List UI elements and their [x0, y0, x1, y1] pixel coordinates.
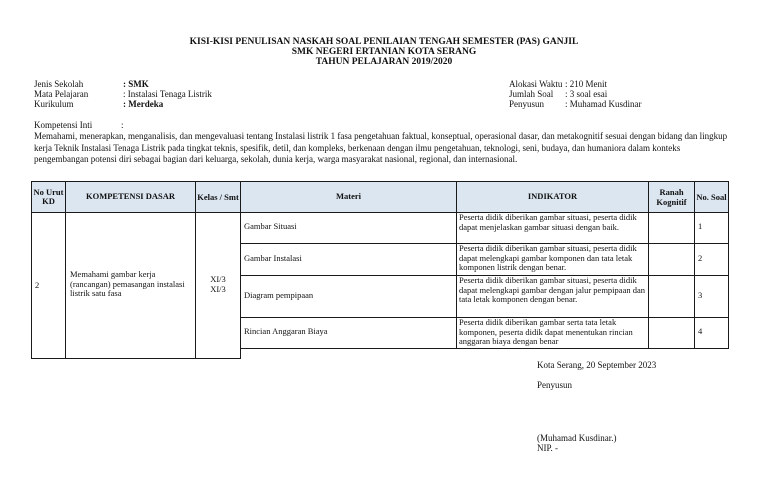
info-label-alokasi-waktu: Alokasi Waktu [509, 79, 563, 89]
info-label-jumlah-soal: Jumlah Soal [509, 89, 554, 99]
kelas-smt: XI/3 XI/3 [210, 274, 226, 294]
signature-place-date: Kota Serang, 20 September 2023 [537, 360, 657, 370]
no-soal-cell: 4 [698, 326, 703, 336]
col-header-ranah-kognitif: Ranah Kognitif [656, 187, 687, 207]
doc-title-line2: SMK NEGERI ERTANIAN KOTA SERANG [291, 47, 477, 57]
col-header-kompetensi-dasar: KOMPETENSI DASAR [85, 191, 176, 202]
ki-colon: : [121, 120, 124, 130]
info-value-jenis-sekolah: : SMK [123, 79, 149, 89]
doc-title-line1: KISI-KISI PENULISAN NASKAH SOAL PENILAIAN TENGAH SEMESTER (PAS) GANJIL [189, 37, 579, 47]
no-soal-cell: 3 [698, 290, 703, 300]
ki-label: Kompetensi Inti [34, 120, 93, 130]
col-header-indikator: INDIKATOR [527, 191, 578, 202]
doc-title-line3: TAHUN PELAJARAN 2019/2020 [315, 57, 453, 67]
info-value-alokasi-waktu: : 210 Menit [565, 79, 607, 89]
kd-number: 2 [35, 280, 40, 290]
info-value-mata-pelajaran: : Instalasi Tenaga Listrik [123, 89, 212, 99]
col-header-no-urut: No Urut KD [33, 187, 64, 206]
materi-cell: Rincian Anggaran Biaya [244, 326, 328, 336]
signature-nip: NIP. - [537, 443, 559, 453]
ki-text: Memahami, menerapkan, menganalisis, dan mengevaluasi tentang Instalasi listrik 1 fasa pengetahuan faktual, konseptual, operasional dasar, dan metakognitif sesuai dengan bidang dan lingkup kerja Teknik Instalasi Tenaga Listrik pada tingkat teknis, spesifik, detil, dan kompleks, berkenaan dengan ilmu pengetahuan, teknologi, seni, budaya, dan humaniora dalam konteks pengembangan potensi diri sebagai bagian dari keluarga, sekolah, dunia kerja, warga masyarakat nasional, regional, dan internasional. [34, 131, 728, 164]
col-header-kelas: Kelas / Smt [197, 192, 239, 202]
col-header-materi: Materi [335, 191, 361, 202]
info-label-mata-pelajaran: Mata Pelajaran [34, 89, 89, 99]
signature-role: Penyusun [537, 380, 573, 390]
no-soal-cell: 2 [698, 253, 703, 263]
materi-cell: Gambar Instalasi [244, 253, 302, 263]
col-header-no-soal: No. Soal [696, 192, 727, 202]
indikator-cell: Peserta didik diberikan gambar situasi, peserta didik dapat menjelaskan gambar situasi dengan baik. [459, 212, 637, 232]
info-label-jenis-sekolah: Jenis Sekolah [34, 79, 84, 89]
signature-name: (Muhamad Kusdinar.) [537, 433, 617, 443]
kd-text: Memahami gambar kerja (rancangan) pemasangan instalasi listrik satu fasa [70, 269, 185, 299]
no-soal-cell: 1 [698, 221, 703, 231]
indikator-cell: Peserta didik diberikan gambar situasi, peserta didik dapat melengkapi gambar dengan jalur pempipaan dan tata letak komponen dengan benar. [459, 275, 645, 305]
info-value-penyusun: : Muhamad Kusdinar [565, 99, 642, 109]
materi-cell: Diagram pempipaan [244, 290, 314, 300]
info-label-kurikulum: Kurikulum [34, 99, 74, 109]
info-value-jumlah-soal: : 3 soal esai [565, 89, 608, 99]
indikator-cell: Peserta didik diberikan gambar situasi, peserta didik dapat melengkapi gambar komponen dan tata letak komponen listrik dengan benar. [459, 243, 637, 273]
materi-cell: Gambar Situasi [244, 221, 297, 231]
indikator-cell: Peserta didik diberikan gambar serta tata letak komponen, peserta didik dapat menentukan rincian anggaran biaya dengan benar [459, 317, 633, 347]
info-value-kurikulum: : Merdeka [123, 99, 164, 109]
info-label-penyusun: Penyusun [509, 99, 545, 109]
